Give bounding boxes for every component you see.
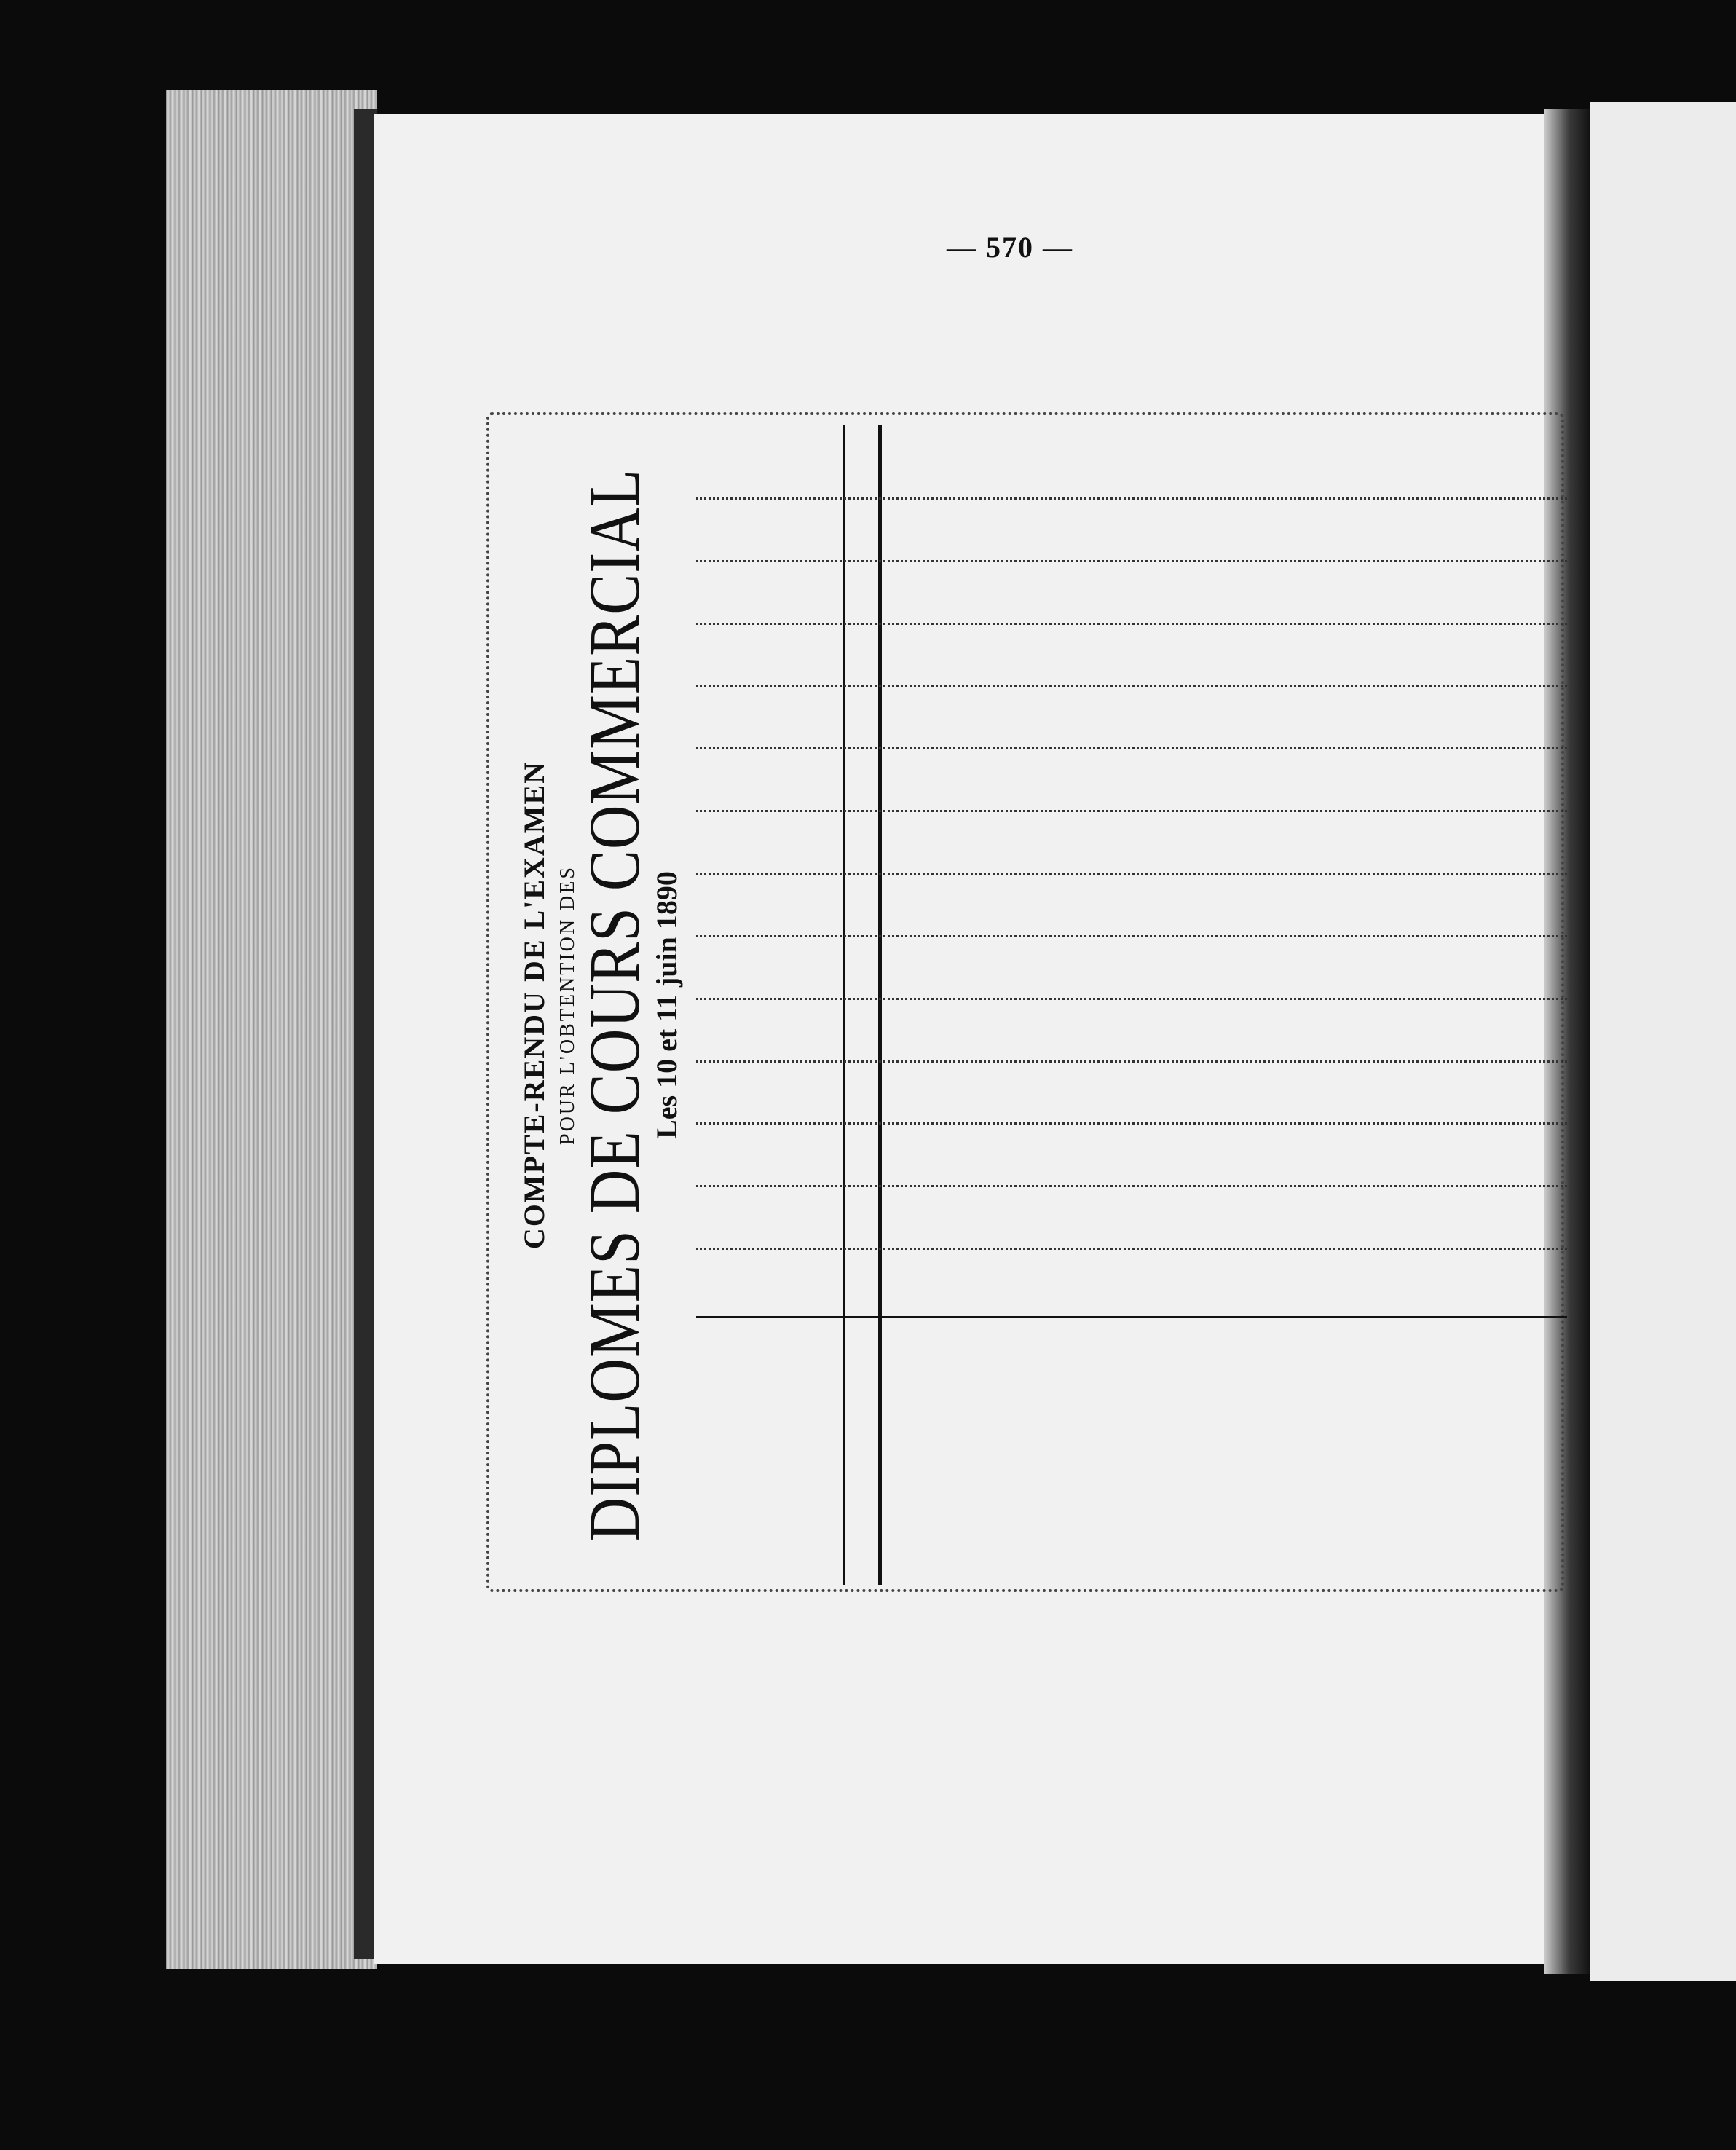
- names-rule: [696, 1316, 1567, 1318]
- column-divider: [696, 1058, 1567, 1063]
- points-rule: [843, 425, 845, 1585]
- header-rule: [878, 425, 882, 1585]
- column-divider: [696, 933, 1567, 937]
- heading-line-1: COMPTE-RENDU DE L'EXAMEN: [518, 760, 551, 1250]
- column-divider: [696, 808, 1567, 812]
- column-divider: [696, 558, 1567, 562]
- column-divider: [696, 621, 1567, 625]
- exam-results-table: [495, 425, 1567, 1585]
- heading-line-2: POUR L'OBTENTION DES: [556, 865, 579, 1145]
- page-number: — 570 —: [947, 231, 1073, 264]
- column-divider: [696, 682, 1567, 687]
- score-grid: [696, 425, 1567, 1585]
- points-legend: [539, 1618, 1558, 1808]
- table-heading: [495, 425, 684, 1585]
- right-page: [1590, 102, 1736, 1981]
- column-divider: [696, 495, 1567, 500]
- column-divider: [696, 1245, 1567, 1250]
- column-divider: [696, 996, 1567, 1000]
- heading-title: DIPLOMES DE COURS COMMERCIAL: [575, 468, 655, 1542]
- column-divider: [696, 745, 1567, 749]
- page-edges: [166, 90, 377, 1969]
- column-divider: [696, 1120, 1567, 1125]
- heading-date: Les 10 et 11 juin 1890: [650, 871, 683, 1139]
- column-divider: [696, 1183, 1567, 1187]
- column-divider: [696, 870, 1567, 875]
